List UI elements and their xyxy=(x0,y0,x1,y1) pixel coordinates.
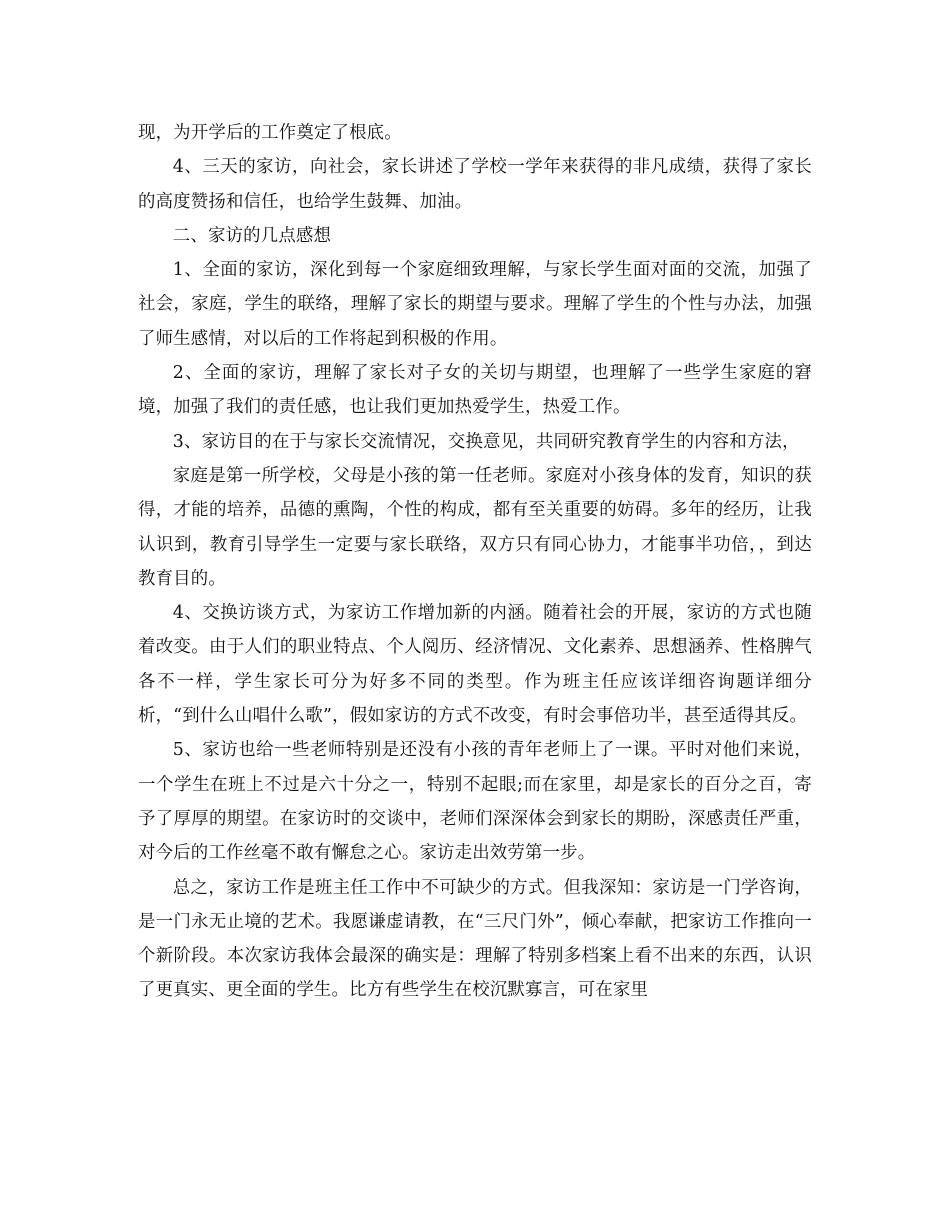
paragraph-2: 4、三天的家访，向社会，家长讲述了学校一学年来获得的非凡成绩，获得了家长的高度赞扬和信任，也给学生鼓舞、加油。 xyxy=(138,157,812,212)
paragraph-7: 4、交换访谈方式，为家访工作增加新的内涵。随着社会的开展，家访的方式也随着改变。由于人们的职业特点、个人阅历、经济情况、文化素养、思想涵养、性格脾气各不一样，学生家长可分为好多不同的类型。作为班主任应该详细咨询题详细分析，“到什么山唱什么歌”，假如家访的方式不改变，有时会事倍功半，甚至适得其反。 xyxy=(138,603,812,727)
paragraph-9: 总之，家访工作是班主任工作中不可缺少的方式。但我深知：家访是一门学咨询，是一门永无止境的艺术。我愿谦虚请教，在“三尺门外”，倾心奉献，把家访工作推向一个新阶段。本次家访我体会最深的确实是：理解了特别多档案上看不出来的东西，认识了更真实、更全面的学生。比方有些学生在校沉默寡言，可在家里 xyxy=(138,877,812,1001)
paragraph-4: 2、全面的家访，理解了家长对子女的关切与期望，也理解了一些学生家庭的窘境，加强了我们的责任感，也让我们更加热爱学生，热爱工作。 xyxy=(138,363,812,418)
paragraph-8: 5、家访也给一些老师特别是还没有小孩的青年老师上了一课。平时对他们来说，一个学生在班上不过是六十分之一，特别不起眼;而在家里，却是家长的百分之百，寄予了厚厚的期望。在家访时的交谈中，老师们深深体会到家长的期盼，深感责任严重，对今后的工作丝毫不敢有懈怠之心。家访走出效劳第一步。 xyxy=(138,740,812,864)
paragraph-3: 1、全面的家访，深化到每一个家庭细致理解，与家长学生面对面的交流，加强了社会，家庭，学生的联络，理解了家长的期望与要求。理解了学生的个性与办法，加强了师生感情，对以后的工作将起到积极的作用。 xyxy=(138,260,812,349)
paragraph-6: 家庭是第一所学校，父母是小孩的第一任老师。家庭对小孩身体的发育，知识的获得，才能的培养，品德的熏陶，个性的构成，都有至关重要的妨碍。多年的经历，让我认识到，教育引导学生一定要与家长联络，双方只有同心协力，才能事半功倍，，到达教育目的。 xyxy=(138,465,812,589)
document-body xyxy=(138,116,812,1008)
section-heading: 二、家访的几点感想 xyxy=(172,225,332,246)
paragraph-1: 现，为开学后的工作奠定了根底。 xyxy=(138,123,402,143)
paragraph-5: 3、家访目的在于与家长交流情况，交换意见，共同研究教育学生的内容和方法， xyxy=(172,431,800,452)
